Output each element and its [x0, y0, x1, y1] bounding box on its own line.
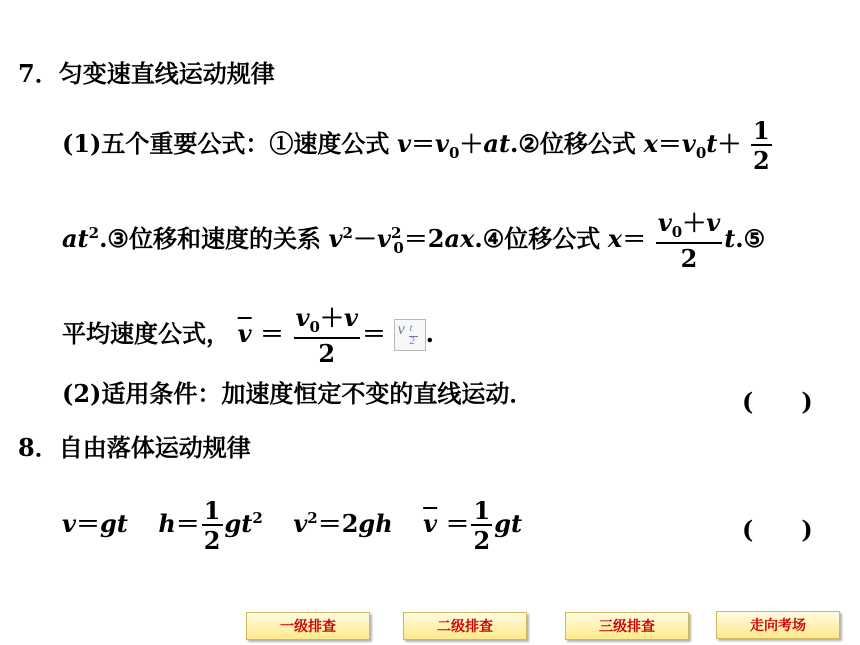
average-velocity-fraction: $\frac{v_0+v}{2}$: [295, 303, 358, 368]
level-3-check-button[interactable]: 三级排查: [565, 612, 689, 640]
displacement-label: .②位移公式: [510, 129, 636, 159]
mid-time-velocity-image: v t 2: [394, 319, 426, 351]
level-1-check-button[interactable]: 一级排查: [246, 612, 370, 640]
level-2-check-button[interactable]: 二级排查: [403, 612, 527, 640]
velocity-displacement-label: .③位移和速度的关系: [99, 223, 321, 253]
answer-blank-8[interactable]: ( ): [742, 515, 813, 544]
answer-blank-7[interactable]: ( ): [742, 387, 813, 416]
average-velocity-label: 平均速度公式，: [62, 318, 230, 348]
formula-line-2: $at^2.③$位移和速度的关系 $v^2-v^2_0=2ax.④$位移公式 x＝ $\frac{v_0+v}{2}$ t.⑤: [62, 208, 766, 273]
go-to-exam-button[interactable]: 走向考场: [716, 611, 840, 639]
formula-line-1: (1)五个重要公式：①速度公式 $v=v_0+at.②$位移公式 $x=v_0t+$ $\frac{1}{2}$: [62, 116, 770, 176]
displacement-label-2: .④位移公式: [474, 223, 601, 253]
section-7-heading: 7．匀变速直线运动规律: [18, 59, 275, 88]
five-formulas-intro: (1)五个重要公式：①速度公式: [62, 129, 390, 159]
formula-line-3: 平均速度公式， $\overline{v}$ ＝ $\frac{v_0+v}{2}$ ＝ v t 2 .: [62, 303, 434, 368]
applicability-condition: (2)适用条件：加速度恒定不变的直线运动．: [62, 379, 534, 408]
section-8-heading: 8．自由落体运动规律: [18, 433, 251, 462]
formula-5-marker: .⑤: [735, 223, 766, 253]
avg-velocity-fraction: $\frac{v_0+v}{2}$: [657, 208, 721, 273]
half-fraction: $\frac{1}{2}$: [753, 116, 770, 176]
free-fall-formulas: v＝gt h＝ $\frac{1}{2}$ $gt^2$ $v^2=2gh$ $\overline{v}$ ＝ $\frac{1}{2}$ gt: [62, 496, 523, 556]
